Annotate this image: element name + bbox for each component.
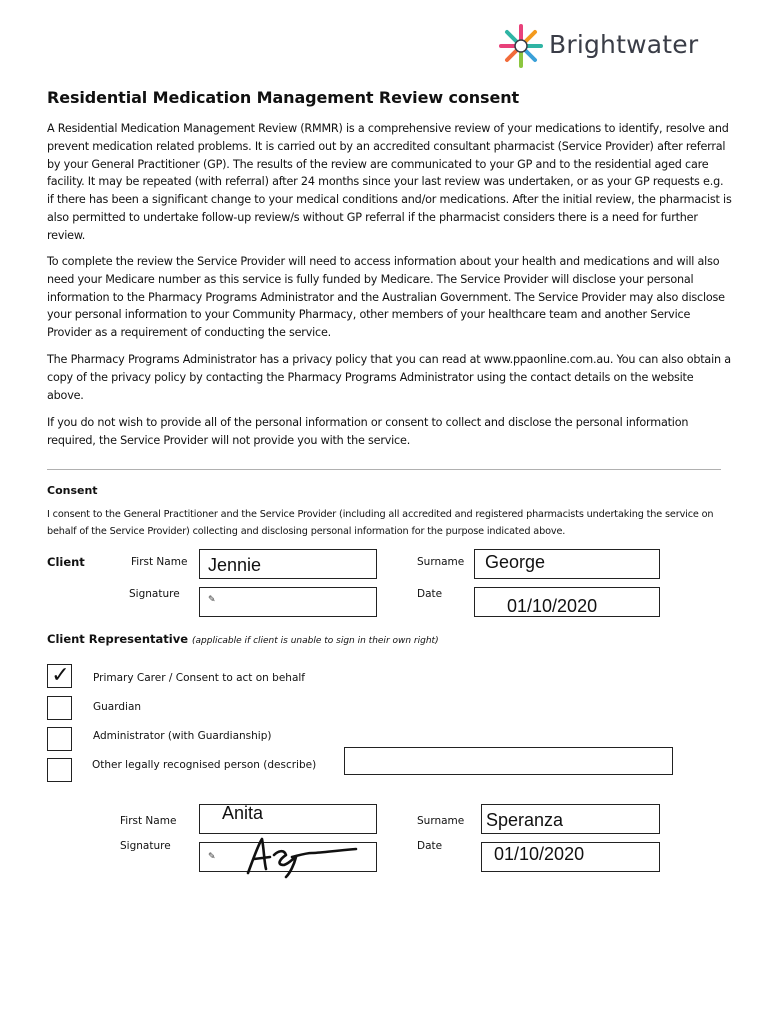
client-label: Client [47, 555, 85, 569]
page-title: Residential Medication Management Review consent [47, 88, 520, 107]
client-signature-field[interactable] [199, 587, 377, 617]
intro-paragraph-1: A Residential Medication Management Review (RMMR) is a comprehensive review of your medications to identify, resolve and prevent medication related problems. It is carried out by an accredited consultant pharmacist (Service Provider) after referral by your General Practitioner (GP). The results of the review are communicated to your GP and to the residential aged care facility. It may be repeated (with referral) after 24 months since your last review was undertaken, or as your GP requests e.g. if there has been a significant change to your medical conditions and/or medications. After the initial review, the pharmacist is also permitted to undertake follow-up review/s without GP referral if the pharmacist considers there is a need for further review. [47, 122, 732, 242]
rep-first-name-label: First Name [120, 815, 177, 827]
handwritten-signature [240, 835, 360, 881]
checkbox-other-person[interactable] [47, 758, 72, 782]
client-surname-field[interactable] [474, 549, 660, 579]
rep-surname-value: Speranza [486, 810, 564, 830]
client-date-label: Date [417, 588, 443, 600]
brand-name: Brightwater [549, 30, 699, 59]
option-guardian-label: Guardian [93, 701, 142, 713]
checkbox-primary-carer[interactable] [47, 664, 72, 688]
signature-pen-icon: ✎ [208, 852, 216, 862]
brightwater-logo [497, 22, 727, 76]
rep-first-name-value: Anita [222, 803, 264, 823]
signature-pen-icon: ✎ [208, 595, 216, 605]
intro-paragraph-2: To complete the review the Service Provider will need to access information about your health and medications and will also need your Medicare number as this service is fully funded by Medicare. The Service Provider will disclose your personal information to the Pharmacy Programs Administrator and the Australian Government. The Service Provider may also disclose your personal information to your Community Pharmacy, other members of your healthcare team and another Service Provider as a requirement of conducting the service. [47, 255, 725, 340]
client-date-field[interactable] [474, 587, 660, 617]
consent-heading: Consent [47, 484, 98, 497]
rep-signature-field[interactable] [199, 842, 377, 872]
representative-heading-text: Client Representative [47, 632, 188, 646]
other-person-description-field[interactable] [344, 747, 673, 775]
client-surname-label: Surname [417, 556, 465, 568]
client-first-name-value: Jennie [208, 555, 262, 575]
checkbox-guardian[interactable] [47, 696, 72, 720]
checkbox-administrator[interactable] [47, 727, 72, 751]
client-signature-label: Signature [129, 588, 180, 600]
check-mark-icon: ✓ [51, 663, 70, 688]
rep-signature-label: Signature [120, 840, 171, 852]
client-first-name-label: First Name [131, 556, 188, 568]
consent-statement: I consent to the General Practitioner and the Service Provider (including all accredited and registered pharmacists undertaking the service on behalf of the Service Provider) collecting and disclosing personal information for the purpose indicated above. [47, 509, 714, 537]
rep-surname-label: Surname [417, 815, 465, 827]
intro-paragraph-4: If you do not wish to provide all of the personal information or consent to collect and disclose the personal information required, the Service Provider will not provide you with the service. [47, 416, 689, 447]
brightwater-logo-icon [497, 22, 545, 70]
option-primary-carer-label: Primary Carer / Consent to act on behalf [93, 672, 305, 684]
representative-note: (applicable if client is unable to sign in their own right) [192, 636, 439, 646]
section-divider [47, 469, 721, 470]
option-administrator-label: Administrator (with Guardianship) [93, 730, 272, 742]
rep-first-name-field[interactable] [199, 804, 377, 834]
client-date-value: 01/10/2020 [507, 596, 598, 616]
client-first-name-field[interactable] [199, 549, 377, 579]
rep-surname-field[interactable] [481, 804, 660, 834]
intro-paragraph-3: The Pharmacy Programs Administrator has a privacy policy that you can read at www.ppaonline.com.au. You can also obtain a copy of the privacy policy by contacting the Pharmacy Programs Administrator using the contact details on the website above. [47, 353, 731, 402]
representative-heading [47, 632, 439, 646]
rep-date-field[interactable] [481, 842, 660, 872]
rep-date-value: 01/10/2020 [494, 844, 585, 864]
client-surname-value: George [485, 552, 546, 572]
option-other-person-label: Other legally recognised person (describe) [92, 759, 317, 771]
rep-date-label: Date [417, 840, 443, 852]
